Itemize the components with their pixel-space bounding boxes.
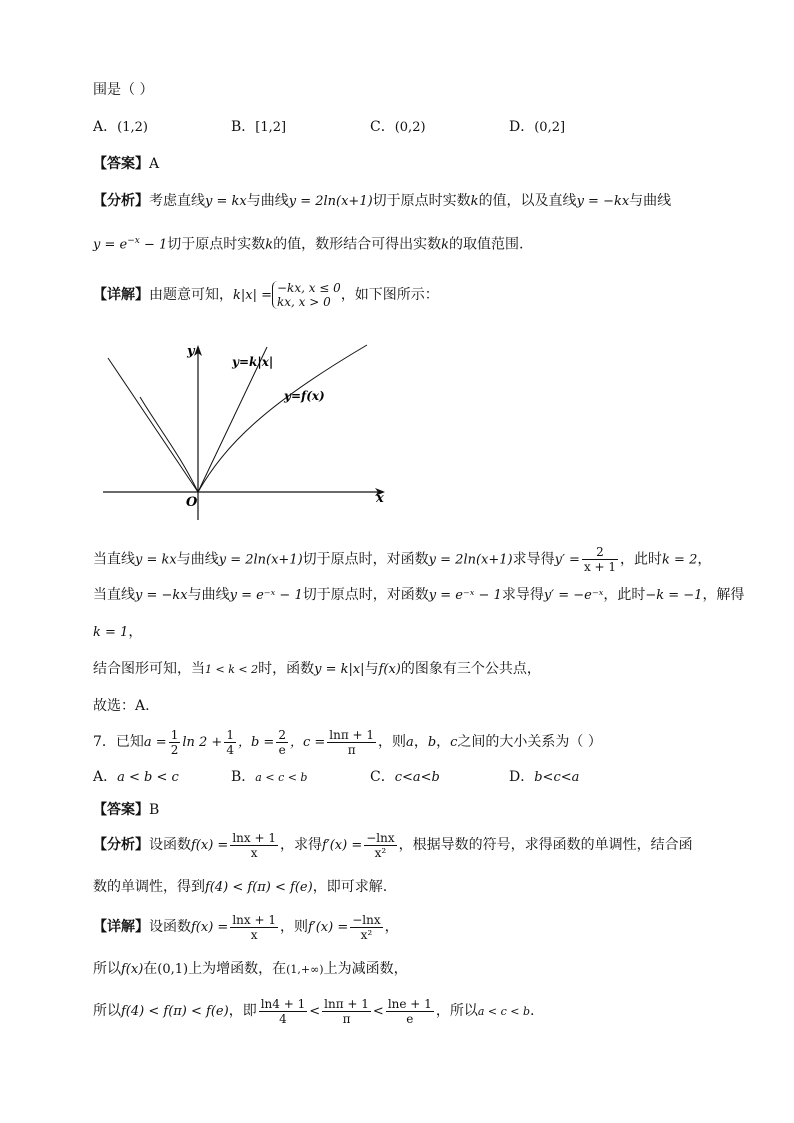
curve-left (140, 397, 198, 492)
math: y′ = (554, 552, 580, 568)
text: ，此时 (603, 587, 646, 603)
fraction (224, 728, 236, 757)
denominator: x² (374, 845, 387, 860)
fraction (230, 831, 278, 860)
math: a < c < b (477, 1005, 531, 1018)
option-value: a < b < c (117, 770, 179, 785)
work-line-4 (93, 659, 541, 680)
math: f(4) < f(π) < f(e) (121, 1004, 229, 1019)
math: ，c = (289, 735, 326, 750)
text: ，则 (279, 919, 308, 935)
fraction (322, 997, 371, 1026)
text: ， (697, 551, 712, 568)
math: y = e⁻ˣ − 1 (428, 588, 502, 603)
fraction (259, 997, 308, 1026)
text: ，根据导数的符号，求得函数的单调性，结合函 (398, 837, 693, 853)
denominator: 4 (226, 742, 234, 757)
option-value: (0,2] (534, 120, 566, 135)
line-left (108, 358, 198, 492)
option-a (93, 117, 148, 138)
numerator: 2 (582, 545, 618, 560)
line-label: y=k|x| (232, 355, 274, 369)
text: . (530, 1003, 535, 1019)
math: ln 2 + (182, 735, 223, 750)
option-value: a < c < b (255, 771, 308, 784)
q7-detail-line-3 (93, 996, 534, 1027)
q7-option-c (370, 767, 440, 788)
text: ，解得 (702, 587, 745, 603)
math: k (441, 237, 450, 253)
math: y = −kx (135, 588, 188, 603)
answer-value: A (149, 156, 160, 172)
work-line-5 (93, 696, 150, 716)
denominator: π (342, 1011, 351, 1026)
math: y′ = −e⁻ˣ (543, 588, 604, 603)
text: 考虑直线 (149, 193, 205, 209)
q7-analysis-line-1 (93, 830, 693, 861)
math: < (372, 1004, 384, 1019)
numerator: −lnx (352, 912, 381, 927)
text: 与曲线 (176, 551, 219, 568)
math: y = e⁻ˣ − 1 (229, 588, 303, 603)
text: 当直线 (93, 587, 135, 603)
text: 时，函数 (258, 661, 315, 677)
numerator: −lnx (366, 830, 395, 845)
math: f′(x) = (307, 920, 349, 935)
math: k (265, 237, 274, 253)
text: ，所以 (435, 1003, 478, 1019)
curve-right (198, 345, 367, 492)
math: −x (127, 236, 140, 246)
math: a = (143, 735, 167, 750)
answer-tag: 【答案】 (93, 156, 149, 172)
graph-figure (95, 335, 395, 525)
question-number: 7．已知 (93, 734, 144, 750)
math: y = −kx (576, 194, 630, 209)
answer-tag: 【答案】 (93, 802, 149, 818)
math: y = 2ln(x+1) (428, 552, 513, 568)
math: y = e (93, 237, 128, 253)
option-value: (0,2) (394, 120, 426, 135)
q7-option-a (93, 767, 179, 788)
piece-case: −kx, x ≤ 0 (277, 281, 341, 295)
denominator: x² (360, 927, 373, 942)
text: ，则 (378, 734, 407, 750)
text: 结合图形可知，当 (93, 661, 205, 677)
option-value: [1,2] (255, 120, 287, 135)
fraction (364, 831, 396, 860)
text: 故选：A. (93, 698, 150, 714)
text: 之间的大小关系为（ ） (457, 734, 602, 750)
numerator: 2 (278, 727, 286, 742)
work-line-1 (93, 545, 711, 574)
option-letter: D． (509, 119, 535, 135)
fraction (169, 728, 181, 757)
numerator: lnx + 1 (232, 830, 276, 845)
text: ， (384, 919, 399, 935)
text: 设函数 (149, 919, 191, 935)
q7-stem (93, 727, 602, 758)
text: 由题意可知， (149, 287, 233, 303)
curve-label: y=f(x) (284, 389, 325, 403)
text: 求导得 (512, 551, 555, 568)
math: f(x) = (191, 920, 229, 935)
math: k = 1 (93, 625, 129, 640)
option-letter: D． (509, 769, 535, 785)
denominator: 2 (170, 742, 179, 757)
text: 在 (143, 961, 158, 977)
math: f(x) (378, 662, 401, 677)
option-d (509, 117, 565, 138)
analysis-tag: 【分析】 (93, 837, 149, 853)
text: 与 (364, 661, 379, 677)
q7-option-b (231, 767, 307, 788)
text: 的值，数形结合可得出实数 (273, 236, 442, 253)
numerator: 1 (226, 727, 234, 742)
denominator: x (250, 927, 258, 942)
denominator: e (278, 742, 286, 757)
q7-detail-line-2 (93, 959, 408, 980)
detail-tag: 【详解】 (93, 287, 149, 303)
text: 的取值范围. (449, 236, 524, 253)
text: ，即可求解. (312, 879, 388, 895)
analysis-tag: 【分析】 (93, 193, 149, 209)
text: 求导得 (501, 587, 544, 603)
denominator: 4 (279, 1011, 287, 1026)
numerator: lnπ + 1 (329, 727, 375, 742)
math: c (450, 735, 458, 750)
fraction (327, 728, 376, 757)
text: 设函数 (149, 837, 191, 853)
option-letter: A． (93, 769, 118, 785)
option-letter: C． (370, 119, 395, 135)
math: y = kx (135, 552, 177, 568)
analysis-line-2 (93, 231, 524, 256)
option-letter: B． (231, 769, 256, 785)
text: 切于原点时实数 (167, 236, 266, 253)
denominator: x + 1 (583, 560, 617, 574)
math: 1 < k < 2 (205, 663, 259, 676)
text: ，如下图所示： (340, 287, 439, 303)
text: 当直线 (93, 551, 135, 568)
text: 的图象有三个公共点， (400, 661, 541, 677)
text: 的值，以及直线 (478, 193, 577, 209)
text: ，即 (228, 1003, 257, 1019)
math: y = 2ln(x+1) (288, 194, 373, 209)
piecewise-brace (272, 281, 341, 309)
detail-tag: 【详解】 (93, 919, 149, 935)
fraction (386, 997, 434, 1026)
denominator: x (250, 845, 258, 860)
text: ， (128, 624, 143, 640)
option-value: b<c<a (534, 770, 580, 785)
answer-value: B (149, 802, 160, 818)
option-letter: A． (93, 119, 118, 135)
numerator: lne + 1 (387, 996, 432, 1011)
math: k|x| = (233, 288, 272, 303)
option-value: (1,2) (117, 120, 148, 135)
denominator: π (347, 742, 356, 757)
math: k = 2 (662, 552, 698, 568)
piece-case: kx, x > 0 (277, 295, 331, 309)
option-letter: B． (231, 119, 256, 135)
math: f(4) < f(π) < f(e) (205, 880, 313, 895)
q7-detail-line-1 (93, 912, 399, 943)
math: f(x) (121, 962, 144, 977)
work-line-2 (93, 585, 744, 606)
math: (1,+∞) (286, 963, 324, 976)
fraction (276, 728, 288, 757)
math: f′(x) = (321, 838, 363, 853)
option-c (370, 117, 426, 138)
numerator: ln4 + 1 (260, 996, 306, 1011)
text: 切于原点时，对函数 (302, 587, 429, 603)
fraction (230, 913, 278, 942)
detail-line-1 (93, 280, 439, 311)
math: −k = −1 (645, 588, 703, 603)
text: ，此时 (620, 551, 663, 568)
math: y = k|x| (314, 662, 365, 677)
option-value: c<a<b (394, 770, 440, 785)
answer-line (93, 154, 159, 174)
text: 数的单调性，得到 (93, 879, 205, 895)
math: (0,1) (157, 962, 189, 977)
text: 与曲线 (246, 193, 289, 209)
math: < (309, 1004, 321, 1019)
origin-label: O (186, 495, 198, 510)
denominator: e (406, 1011, 414, 1026)
text: 与曲线 (187, 587, 230, 603)
text: 上为增函数，在 (188, 961, 287, 977)
q7-analysis-line-2 (93, 877, 387, 898)
numerator: lnπ + 1 (324, 996, 369, 1011)
option-b (231, 117, 286, 138)
text: ，求得 (279, 837, 322, 853)
fraction (350, 913, 382, 942)
math: b (427, 735, 437, 750)
math: y = kx (205, 194, 247, 209)
numerator: 1 (170, 727, 179, 742)
text: 所以 (93, 961, 121, 977)
text: ， (436, 734, 451, 750)
math: f(x) = (191, 838, 229, 853)
work-line-3 (93, 622, 142, 643)
y-axis-label: y (187, 344, 195, 359)
stem-tail-text: 围是（ ） (93, 82, 154, 98)
text: 切于原点时实数 (372, 193, 471, 209)
math: y = 2ln(x+1) (218, 552, 303, 568)
numerator: lnx + 1 (232, 912, 276, 927)
q7-option-d (509, 767, 579, 788)
analysis-line-1 (93, 191, 671, 212)
question-stem-tail (93, 80, 153, 100)
text: 上为减函数， (323, 961, 408, 977)
option-letter: C． (370, 769, 395, 785)
text: 切于原点时，对函数 (302, 551, 429, 568)
fraction (582, 545, 618, 574)
x-axis-label: x (376, 491, 384, 506)
math: − 1 (139, 237, 168, 253)
math: a (406, 735, 414, 750)
math: ，b = (237, 735, 275, 750)
math: k (470, 194, 479, 209)
text: 所以 (93, 1003, 121, 1019)
text: 与曲线 (629, 193, 672, 209)
q7-answer-line (93, 800, 159, 820)
text: ， (413, 734, 428, 750)
